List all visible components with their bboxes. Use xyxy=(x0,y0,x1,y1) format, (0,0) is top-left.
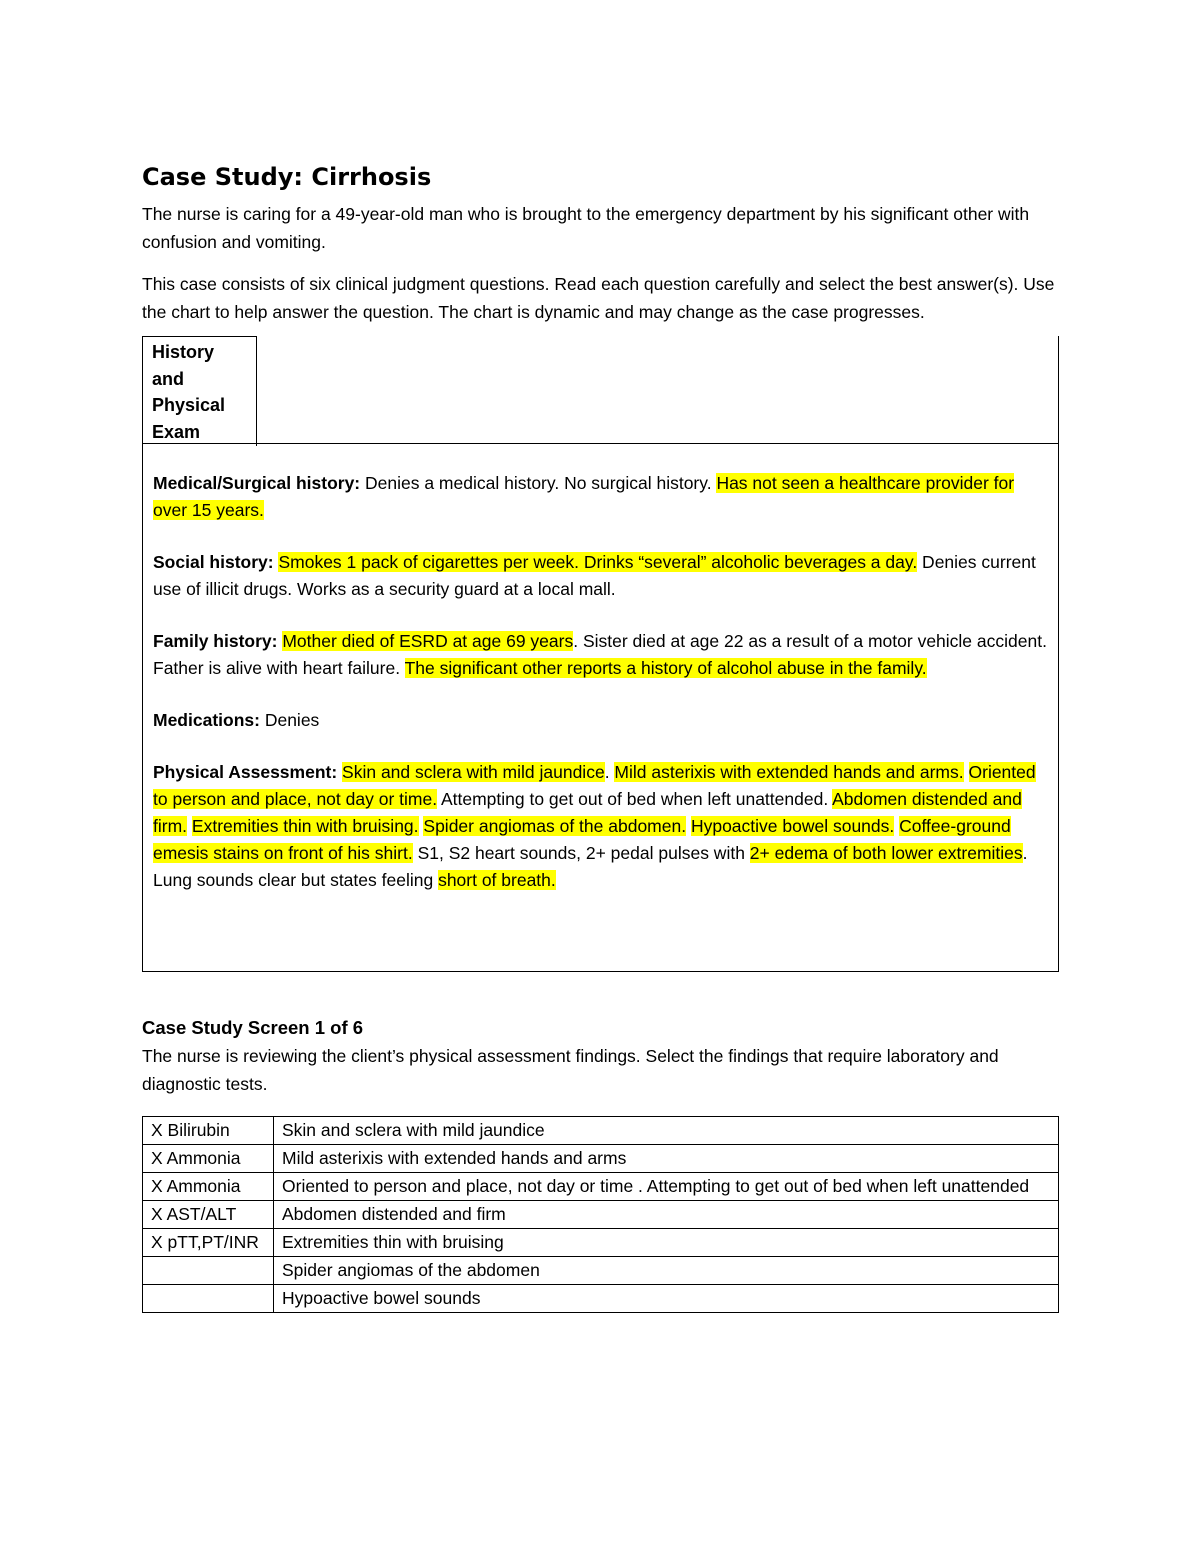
highlighted-finding: Extremities thin with bruising. xyxy=(191,816,419,836)
test-cell: X pTT,PT/INR xyxy=(143,1229,274,1257)
chart-section xyxy=(153,707,1048,734)
chart-section xyxy=(153,759,1048,894)
finding-cell: Abdomen distended and firm xyxy=(274,1201,1059,1229)
highlighted-finding: Mother died of ESRD at age 69 years xyxy=(282,631,574,651)
highlighted-finding: The significant other reports a history of alcohol abuse in the family. xyxy=(404,658,927,678)
highlighted-finding: Coffee-ground emesis stains on front of his shirt. xyxy=(153,816,1011,863)
test-cell: X AST/ALT xyxy=(143,1201,274,1229)
section-text: . Lung sounds clear but states feeling xyxy=(153,843,1028,890)
document-page xyxy=(142,160,1059,1313)
test-cell: X Ammonia xyxy=(143,1145,274,1173)
chart-content xyxy=(153,470,1048,919)
highlighted-finding: Has not seen a healthcare provider for over 15 years. xyxy=(153,473,1015,520)
highlighted-finding: short of breath. xyxy=(438,870,556,890)
section-label: Physical Assessment: xyxy=(153,762,338,782)
section-label: Social history: xyxy=(153,552,274,572)
table-row xyxy=(143,1201,1059,1229)
page-title: Case Study: Cirrhosis xyxy=(142,163,432,191)
findings-table xyxy=(142,1116,1059,1313)
section-text: Denies xyxy=(259,710,320,730)
finding-cell: Oriented to person and place, not day or time . Attempting to get out of bed when left unattended xyxy=(274,1173,1059,1201)
finding-cell: Extremities thin with bruising xyxy=(274,1229,1059,1257)
screen-prompt: The nurse is reviewing the client’s physical assessment findings. Select the findings that require laboratory and diagnostic tests. xyxy=(142,1046,999,1094)
table-row xyxy=(143,1117,1059,1145)
highlighted-finding: Hypoactive bowel sounds. xyxy=(690,816,895,836)
chart-section xyxy=(153,549,1048,603)
finding-cell: Mild asterixis with extended hands and arms xyxy=(274,1145,1059,1173)
screen-title: Case Study Screen 1 of 6 xyxy=(142,1017,364,1038)
chart-tab-line: Physical xyxy=(152,395,226,415)
section-label: Family history: xyxy=(153,631,278,651)
chart-border xyxy=(1058,336,1059,443)
section-text: S1, S2 heart sounds, 2+ pedal pulses with xyxy=(412,843,750,863)
highlighted-finding: Spider angiomas of the abdomen. xyxy=(423,816,687,836)
chart-section xyxy=(153,470,1048,524)
test-cell xyxy=(143,1285,274,1313)
intro-paragraph-2: This case consists of six clinical judgment questions. Read each question carefully and select the best answer(s). Use the chart to help answer the question. The chart is dynamic and may change as the case progresses. xyxy=(142,274,1055,322)
highlighted-finding: 2+ edema of both lower extremities xyxy=(749,843,1023,863)
chart-body xyxy=(142,443,1059,972)
chart-section xyxy=(153,628,1048,682)
test-cell: X Ammonia xyxy=(143,1173,274,1201)
table-row xyxy=(143,1285,1059,1313)
finding-cell: Spider angiomas of the abdomen xyxy=(274,1257,1059,1285)
section-label: Medical/Surgical history: xyxy=(153,473,361,493)
highlighted-finding: Abdomen distended and firm. xyxy=(153,789,1022,836)
chart-tab-line: History xyxy=(152,342,215,362)
chart-tab-line: Exam xyxy=(152,421,201,442)
finding-cell: Skin and sclera with mild jaundice xyxy=(274,1117,1059,1145)
test-cell: X Bilirubin xyxy=(143,1117,274,1145)
table-row xyxy=(143,1145,1059,1173)
table-row xyxy=(143,1229,1059,1257)
section-label: Medications: xyxy=(153,710,260,730)
section-text: Denies a medical history. No surgical history. xyxy=(360,473,717,493)
section-text: . Sister died at age 22 as a result of a motor vehicle accident. Father is alive with heart failure. xyxy=(153,631,1047,678)
highlighted-finding: Mild asterixis with extended hands and arms. xyxy=(614,762,964,782)
section-text: . xyxy=(604,762,615,782)
finding-cell: Hypoactive bowel sounds xyxy=(274,1285,1059,1313)
chart-tab-line: and xyxy=(152,368,185,389)
table-row xyxy=(143,1257,1059,1285)
highlighted-finding: Oriented to person and place, not day or time. xyxy=(153,762,1036,809)
highlighted-finding: Skin and sclera with mild jaundice xyxy=(342,762,605,782)
section-text xyxy=(964,762,969,782)
section-text: Attempting to get out of bed when left unattended. xyxy=(437,789,833,809)
intro-paragraph-1: The nurse is caring for a 49-year-old man who is brought to the emergency department by his significant other with confusion and vomiting. xyxy=(142,204,1030,252)
chart-tab-history-physical[interactable] xyxy=(142,336,257,446)
test-cell xyxy=(143,1257,274,1285)
highlighted-finding: Smokes 1 pack of cigarettes per week. Drinks “several” alcoholic beverages a day. xyxy=(278,552,918,572)
table-row xyxy=(143,1173,1059,1201)
section-text: Denies current use of illicit drugs. Works as a security guard at a local mall. xyxy=(153,552,1036,599)
history-physical-chart xyxy=(142,336,1059,972)
